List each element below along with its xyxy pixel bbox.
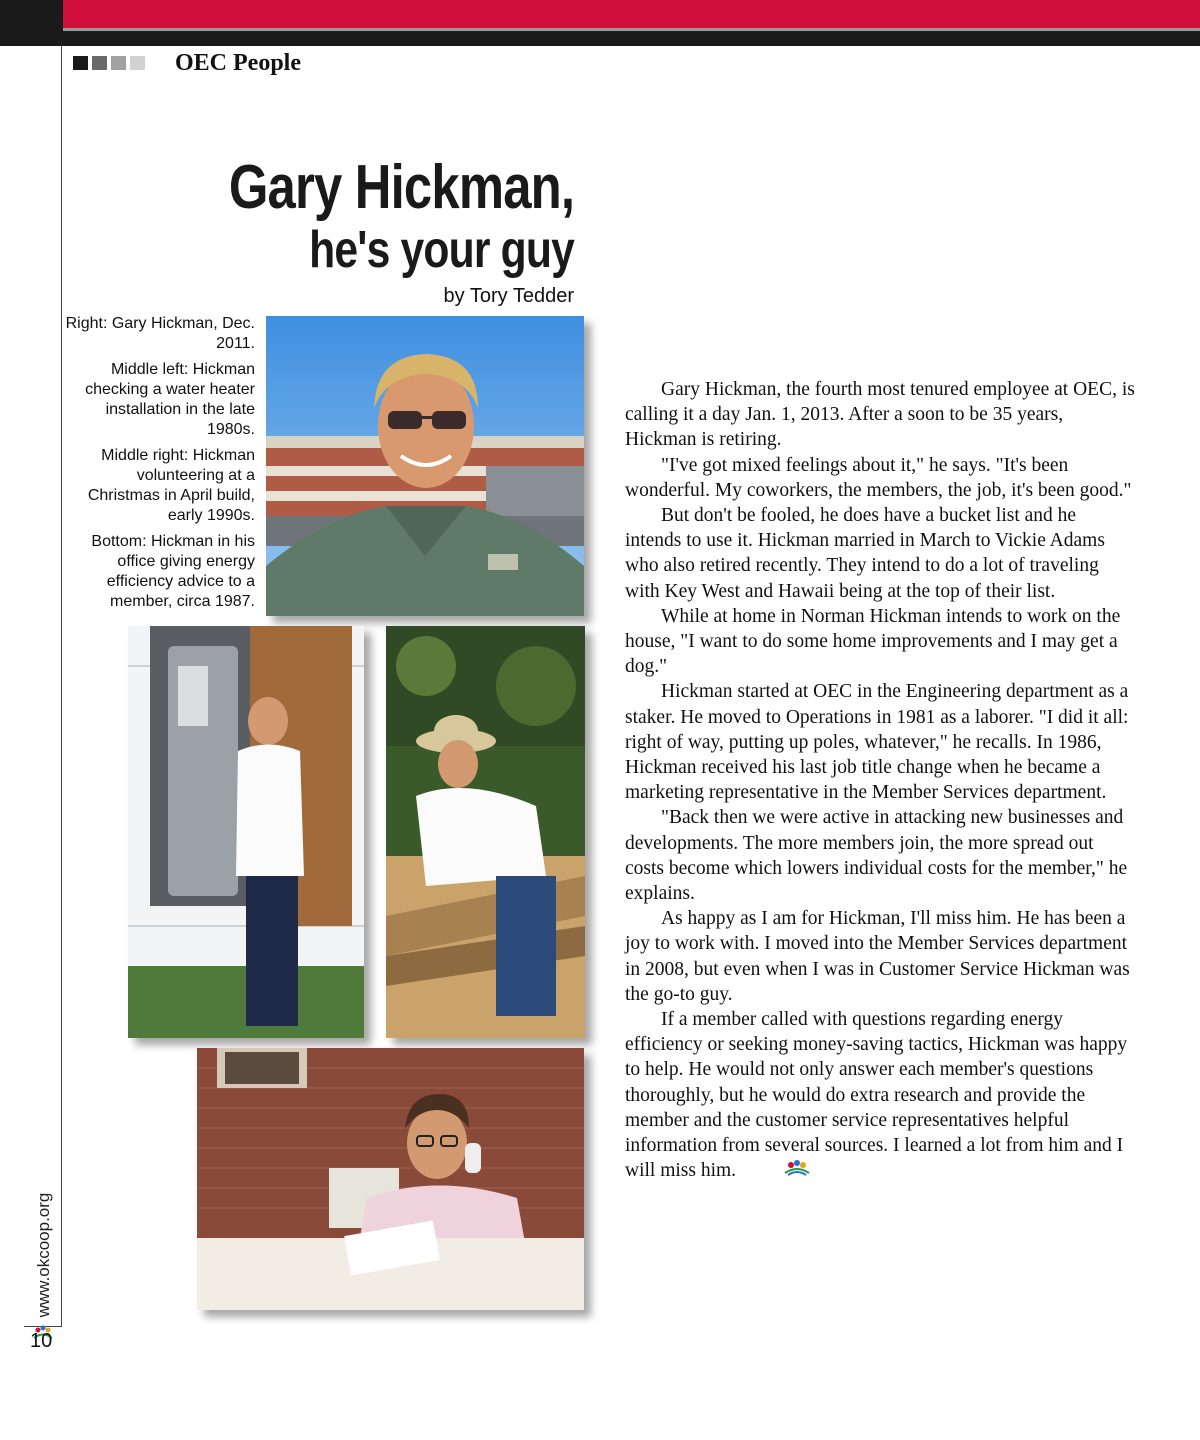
article-paragraph: Hickman started at OEC in the Engineering department as a staker. He moved to Operations in 1981 as a laborer. "I did it all: right of way, putting up poles, whatever," he recalls. In 1986, Hickman received his last job title change when he became a marketing representative in the Member Services department. — [625, 681, 1129, 804]
header-bar-red — [63, 0, 1200, 28]
footer-url-text: www.okcoop.org — [34, 1192, 53, 1318]
coop-logo-icon — [746, 1159, 812, 1184]
article-paragraph: But don't be fooled, he does have a bucket list and he intends to use it. Hickman married in March to Vickie Adams who also retired recently. They intend to do a lot of traveling with Key West and Hawaii being at the top of their list. — [625, 505, 1105, 602]
article-paragraph: While at home in Norman Hickman intends to work on the house, "I want to do some home improvements and I may get a dog." — [625, 605, 1121, 678]
caption-middle-right: Middle right: Hickman volunteering at a Christmas in April build, early 1990s. — [87, 447, 255, 524]
photo-construction — [386, 626, 585, 1038]
article-paragraph-text: If a member called with questions regarding energy efficiency or seeking money-saving tactics, Hickman was happy to help. He would not only answer each member's questions thoroughly, but he would do extra research and provide the member and the customer service representatives helpful information from several sources. I learned a lot from him and I will miss him. — [625, 1009, 1128, 1182]
caption-right: Right: Gary Hickman, Dec. 2011. — [65, 315, 255, 352]
article-paragraph-last — [625, 1007, 1135, 1184]
photo-portrait — [266, 316, 584, 616]
article-paragraph: "Back then we were active in attacking new businesses and developments. The more members join, the more spread out costs become which lowers individual costs for the member," he explains. — [625, 807, 1128, 905]
article-paragraph: Gary Hickman, the fourth most tenured employee at OEC, is calling it a day Jan. 1, 2013. After a soon to be 35 years, Hickman is retiring. — [625, 379, 1135, 451]
article-paragraph: "I've got mixed feelings about it," he says. "It's been wonderful. My coworkers, the members, the job, it's been good." — [625, 454, 1132, 501]
footer-url — [34, 1185, 54, 1325]
article-body — [625, 377, 1135, 1184]
photo-captions — [62, 314, 255, 618]
photo-water-heater — [128, 626, 364, 1038]
byline: by Tory Tedder — [443, 285, 574, 307]
headline-line1: Gary Hickman, — [228, 153, 574, 222]
section-marker-squares — [73, 56, 145, 70]
caption-middle-left: Middle left: Hickman checking a water heater installation in the late 1980s. — [85, 361, 255, 438]
page-number: 10 — [30, 1330, 53, 1352]
photo-office — [197, 1048, 584, 1310]
section-label: OEC People — [175, 50, 301, 76]
header-bar-rule — [63, 28, 1200, 31]
headline-line2: he's your guy — [309, 221, 574, 279]
article-paragraph: As happy as I am for Hickman, I'll miss him. He has been a joy to work with. I moved into the Member Services department in 2008, but even when I was in Customer Service Hickman was the go-to guy. — [625, 908, 1130, 1005]
left-margin-rule — [61, 46, 62, 1326]
caption-bottom: Bottom: Hickman in his office giving energy efficiency advice to a member, circa 1987. — [91, 533, 255, 610]
